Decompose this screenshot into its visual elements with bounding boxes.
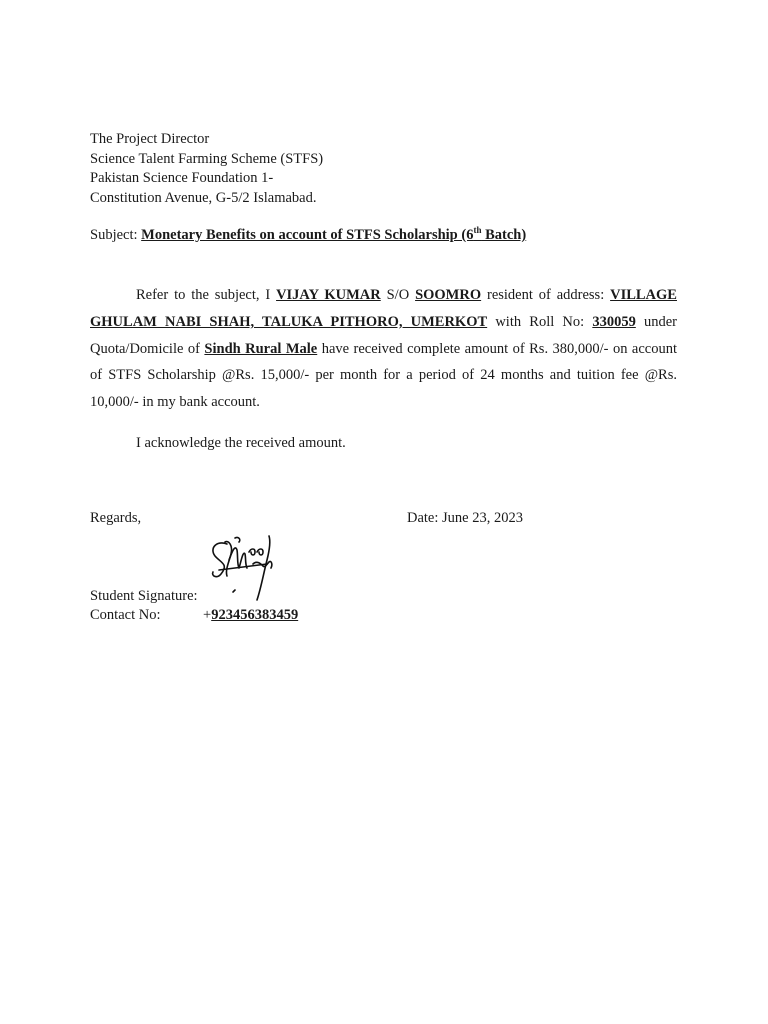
subject-line bbox=[90, 227, 526, 244]
body-text: with Roll No: bbox=[487, 313, 593, 330]
father-name: SOOMRO bbox=[415, 287, 482, 303]
body-text: have received complete amount of Rs. 380,000/- on account of STFS Scholarship @Rs. 15,000/- per month for a period of 24 months and tuition fee @Rs. 10,000/- in my bank account. bbox=[90, 340, 677, 411]
body-text: S/O bbox=[380, 287, 416, 303]
body-text: Refer to the subject, I bbox=[136, 287, 277, 303]
roll-number: 330059 bbox=[592, 313, 636, 330]
recipient-line: Constitution Avenue, G-5/2 Islamabad. bbox=[90, 189, 317, 206]
contact-label: Contact No: bbox=[90, 607, 161, 623]
recipient-line: Science Talent Farming Scheme (STFS) bbox=[90, 150, 324, 167]
subject-label: Subject: bbox=[90, 227, 138, 243]
recipient-address bbox=[90, 130, 323, 208]
date-text: Date: June 23, 2023 bbox=[407, 510, 523, 526]
quota-domicile: Sindh Rural Male bbox=[204, 340, 318, 357]
contact-number-digits: 923456383459 bbox=[211, 607, 299, 623]
handwritten-signature-icon bbox=[205, 530, 285, 605]
acknowledgement-text: I acknowledge the received amount. bbox=[136, 435, 346, 451]
contact-prefix: + bbox=[203, 607, 212, 623]
student-signature-label: Student Signature: bbox=[90, 588, 198, 604]
subject-text-part: Batch) bbox=[481, 227, 527, 243]
subject-text bbox=[141, 227, 526, 243]
body-paragraph bbox=[90, 282, 677, 416]
recipient-line: Pakistan Science Foundation 1- bbox=[90, 170, 274, 186]
student-name: VIJAY KUMAR bbox=[276, 287, 381, 303]
subject-text-part: Monetary Benefits on account of STFS Scholarship (6 bbox=[141, 227, 474, 243]
subject-superscript: th bbox=[473, 225, 482, 236]
recipient-line: The Project Director bbox=[90, 131, 210, 147]
body-text: under Quota/Domicile of bbox=[90, 313, 678, 357]
student-address: VILLAGE GHULAM NABI SHAH, TALUKA PITHORO, UMERKOT bbox=[90, 287, 677, 330]
regards-text: Regards, bbox=[90, 510, 142, 526]
body-text: resident of address: bbox=[481, 287, 611, 303]
contact-number bbox=[203, 607, 298, 624]
